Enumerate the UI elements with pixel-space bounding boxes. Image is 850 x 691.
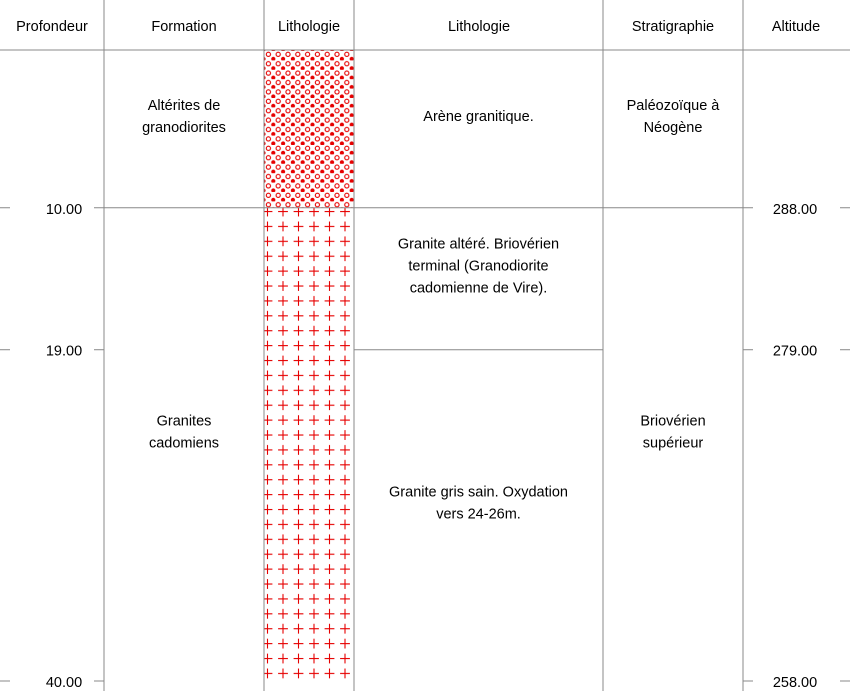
formation-text: granodiorites (142, 119, 226, 136)
layers (264, 50, 354, 681)
stratigraphy-text: Néogène (643, 119, 703, 136)
formation-text: Altérites de (147, 97, 221, 114)
formation-text: cadomiens (148, 435, 220, 452)
formation-text: Granites (156, 413, 212, 430)
lithology-description-text: Granite altéré. Briovérien (397, 236, 560, 253)
depth-label: 40.00 (45, 675, 83, 691)
lithology-description-text: Granite gris sain. Oxydation (389, 484, 568, 501)
stratigraphy-text: Briovérien (640, 413, 706, 430)
lithology-pattern-crosses (264, 208, 354, 681)
header-altitude: Altitude (771, 19, 821, 35)
lithology-description-text: vers 24-26m. (436, 506, 521, 523)
depth-label: 10.00 (45, 201, 83, 218)
layer-texts (142, 98, 720, 522)
header-stratigraphy: Stratigraphie (631, 19, 715, 35)
header-formation: Formation (151, 19, 217, 35)
header-lithology-pattern: Lithologie (277, 19, 341, 35)
header-lithology-text: Lithologie (447, 19, 511, 35)
depth-label: 19.00 (45, 343, 83, 360)
altitude-label: 279.00 (772, 343, 818, 360)
stratigraphy-text: supérieur (642, 435, 704, 452)
altitude-label: 288.00 (772, 201, 818, 218)
altitude-label: 258.00 (772, 675, 818, 691)
lithology-description-text: terminal (Granodiorite (408, 258, 549, 275)
header-depth: Profondeur (16, 19, 88, 35)
lithology-description-text: cadomienne de Vire). (409, 280, 548, 297)
stratigraphy-text: Paléozoïque à (626, 97, 720, 114)
depth-ticks (0, 202, 850, 691)
lithology-description-text: Arène granitique. (423, 108, 534, 125)
header-row (16, 19, 820, 35)
lithology-pattern-circles-dots (264, 50, 354, 208)
